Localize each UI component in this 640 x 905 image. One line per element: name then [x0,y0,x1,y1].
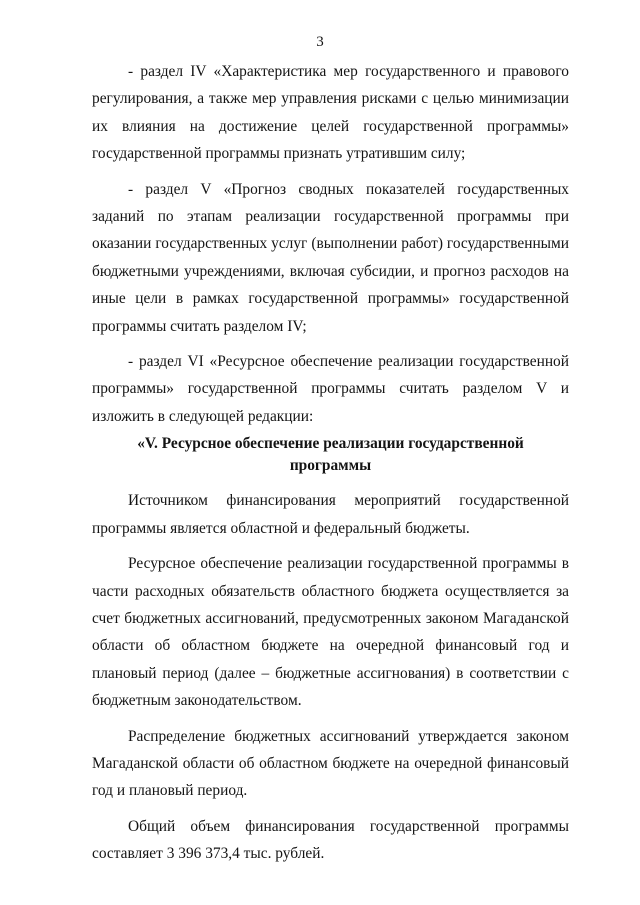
paragraph-allocation: Распределение бюджетных ассигнований утверждается законом Магаданской области об областном бюджете на очередной финансовый год и плановый период. [92,727,569,800]
page-number: 3 [316,34,324,50]
paragraph-section-iv: - раздел IV «Характеристика мер государственного и правового регулирования, а также мер управления рисками с целью минимизации их влияния на достижение целей государственной программы» государственной программы признать утратившим силу; [92,63,569,163]
paragraph-section-v: - раздел V «Прогноз сводных показателей государственных заданий по этапам реализации государственной программы при оказании государственных услуг (выполнении работ) государственными бюджетными учреждениями, включая субсидии, и прогноз расходов на иные цели в рамках государственной программы» государственной программы считать разделом IV; [92,180,569,335]
paragraph-resource-provision: Ресурсное обеспечение реализации государственной программы в части расходных обязательств областного бюджета осуществляется за счет бюджетных ассигнований, предусмотренных законом Магаданской области об областном бюджете на очередной финансовый год и плановый период (далее – бюджетные ассигнования) в соответствии с бюджетным законодательством. [92,555,569,710]
paragraph-total-funding: Общий объем финансирования государственной программы составляет 3 396 373,4 тыс. рублей. [92,817,569,863]
section-heading: «V. Ресурсное обеспечение реализации государственной программы [137,435,524,475]
paragraph-section-vi: - раздел VI «Ресурсное обеспечение реализации государственной программы» государственной программы считать разделом V и изложить в следующей редакции: [92,353,569,425]
paragraph-funding-sources: Источником финансирования мероприятий государственной программы является областной и федеральный бюджеты. [92,492,569,537]
document-body [92,58,569,868]
